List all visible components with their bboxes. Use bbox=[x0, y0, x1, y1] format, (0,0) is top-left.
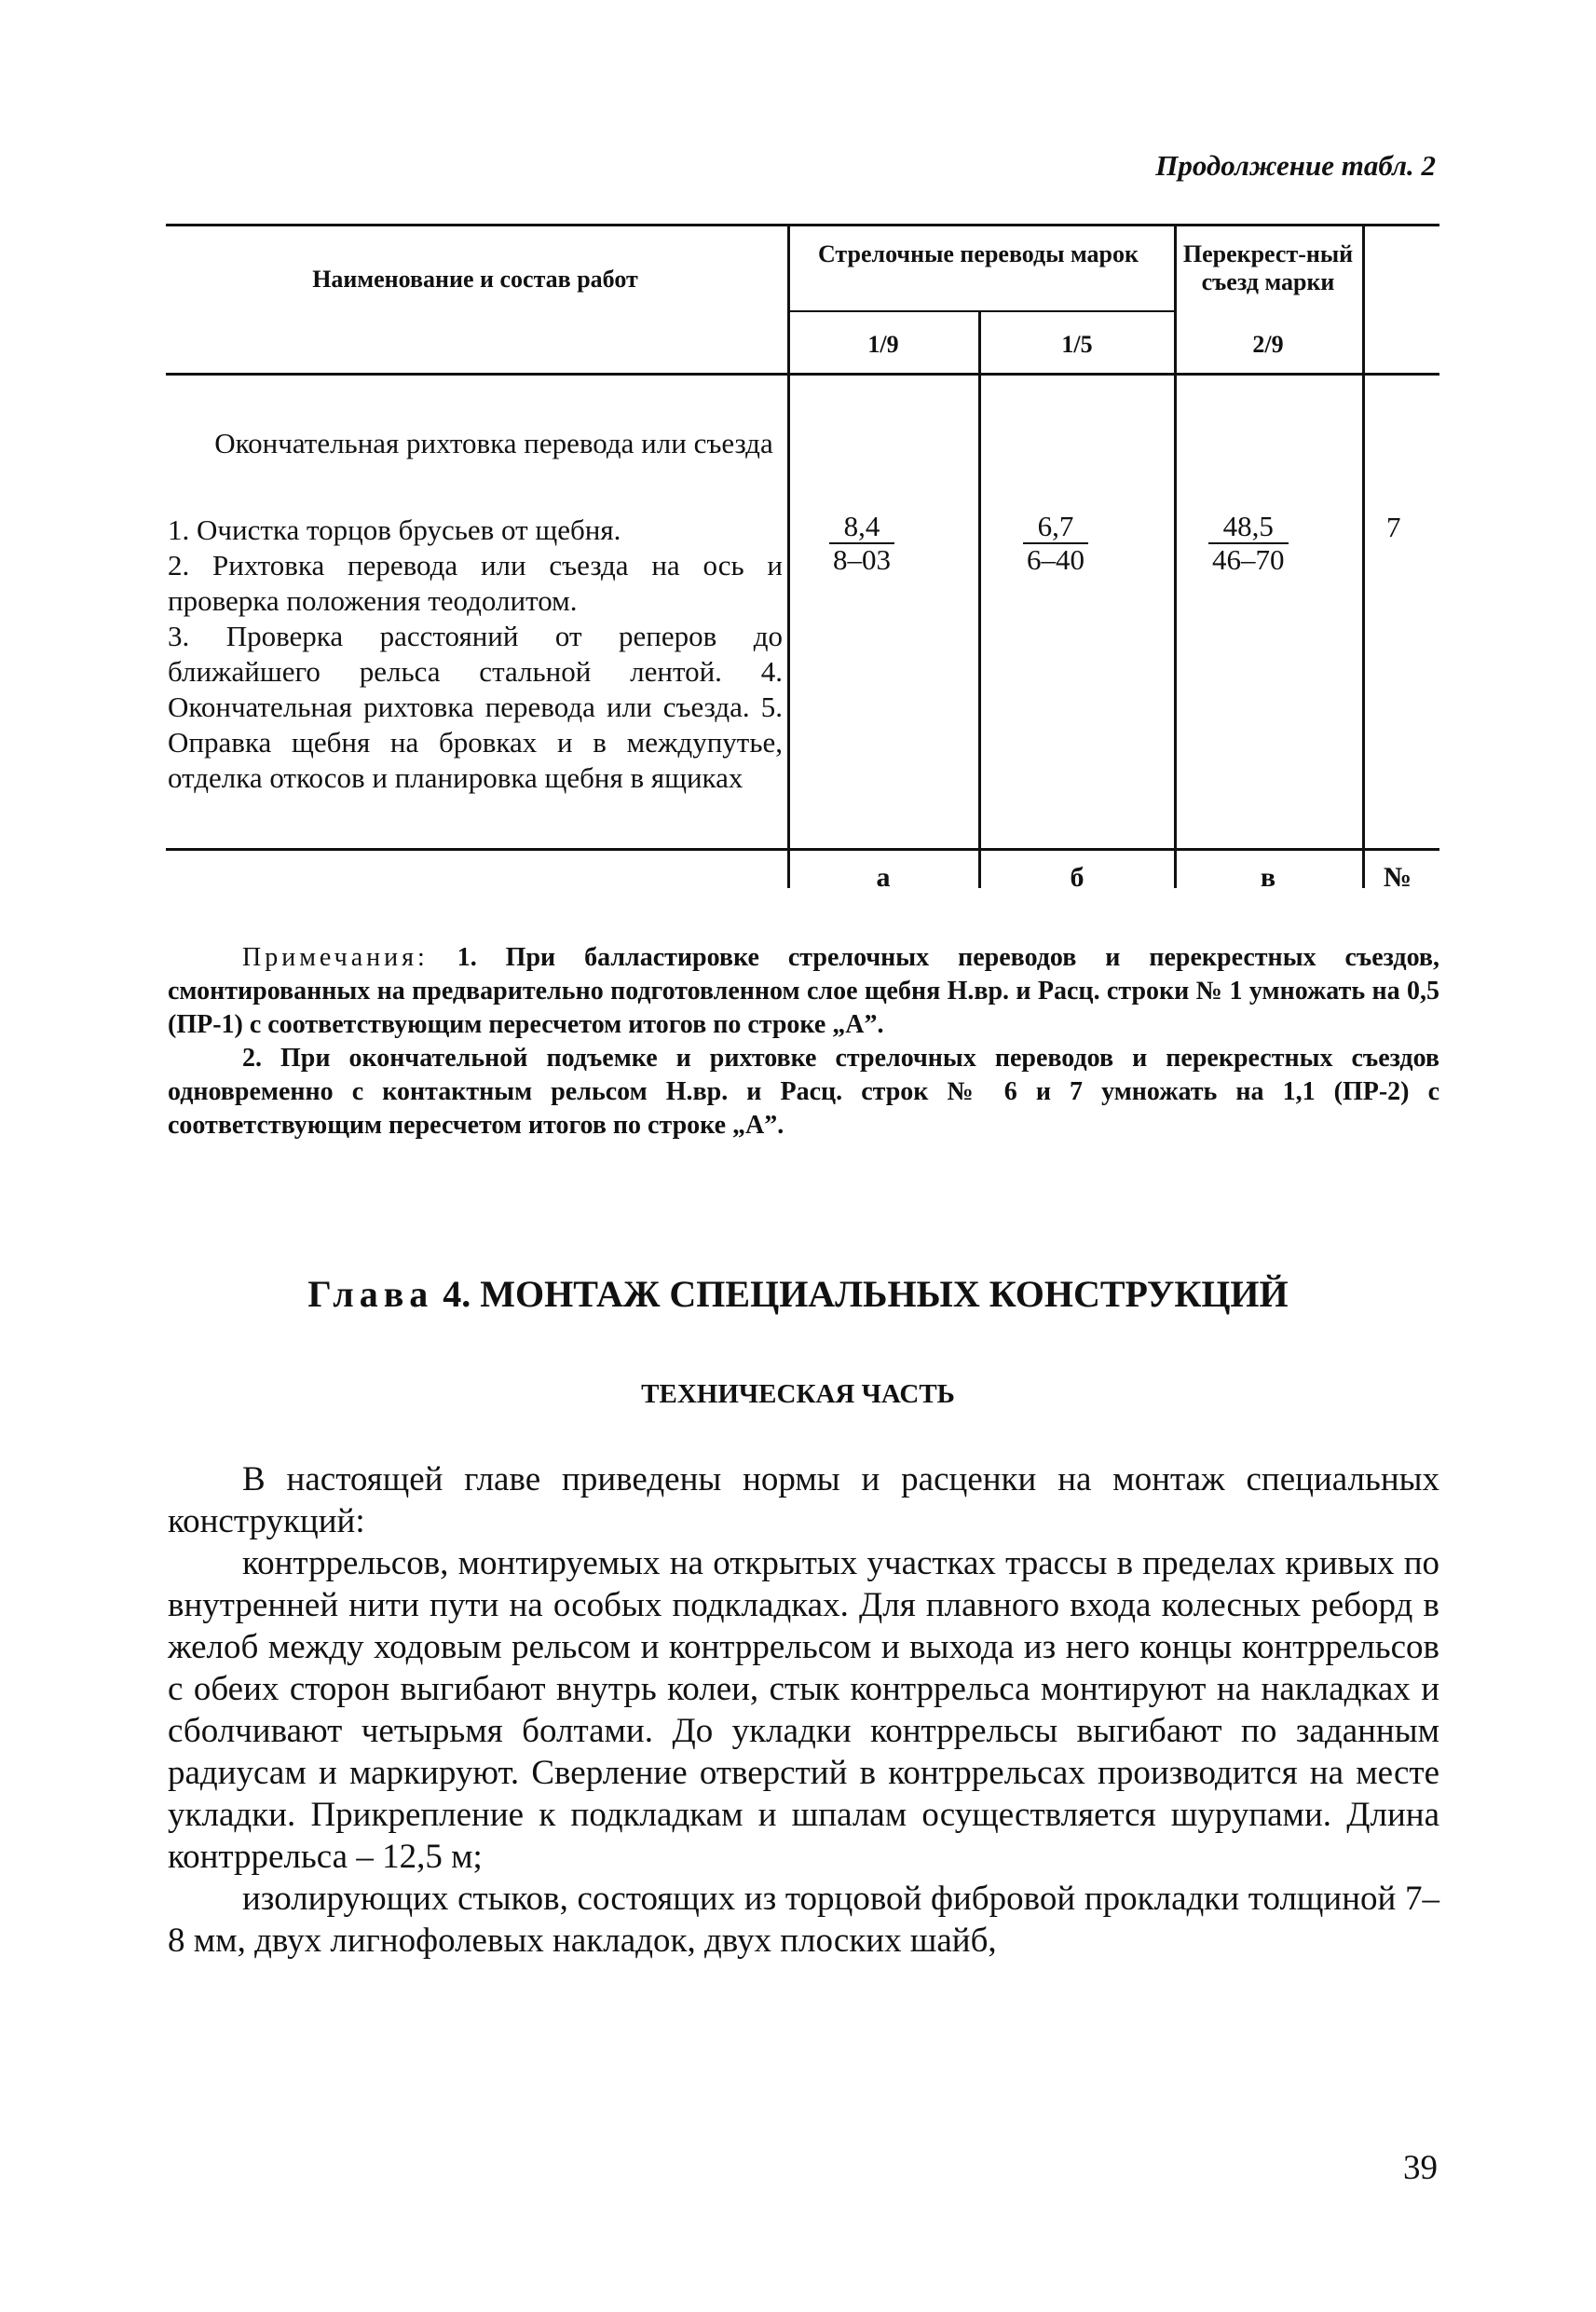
col-label-no: № bbox=[1383, 862, 1412, 893]
table-col-line bbox=[1362, 224, 1365, 888]
note-1-text: 1. При балластировке стрелочных переводов и перекрестных съездов, смонтированных на предварительно подготовленном слое щебня Н.вр. и Расц. строки № 1 умножать на 0,5 (ПР-1) с соответствующим пересчетом итогов по строке „А”. bbox=[168, 943, 1439, 1039]
paragraph: контррельсов, монтируемых на открытых участках трассы в пределах кривых по внутренней нити пути на особых подкладках. Для плавного входа колесных реборд в желоб между ходовым рельсом и контррельсом и выхода из него концы контррельсов с обеих сторон выгибают внутрь колеи, стык контррельса монтируют на накладках и сболчивают четырьмя болтами. До укладки контррельсы выгибают по заданным радиусам и маркируют. Сверление отверстий в контррельсах производится на месте укладки. Прикрепление к подкладкам и шпалам осуществляется шурупами. Длина контррельса – 12,5 м; bbox=[168, 1544, 1439, 1876]
table-col-line bbox=[978, 310, 981, 888]
norm-time: 48,5 bbox=[1222, 510, 1274, 542]
table-header-rule bbox=[166, 373, 1439, 376]
rate: 46–70 bbox=[1208, 542, 1289, 576]
header-switch-2: 1/5 bbox=[1061, 331, 1093, 358]
table-bottom-rule bbox=[166, 848, 1439, 851]
value-switch-1 bbox=[829, 511, 894, 576]
work-item: 1. Очистка торцов брусьев от щебня. bbox=[168, 513, 621, 546]
note-1 bbox=[168, 941, 1439, 1042]
header-switch-1: 1/9 bbox=[867, 331, 899, 358]
paragraph: изолирующих стыков, состоящих из торцовой фибровой прокладки толщиной 7–8 мм, двух лигнофолевых накладок, двух плоских шайб, bbox=[168, 1880, 1439, 1960]
body-text bbox=[168, 1458, 1439, 1962]
table-caption: Продолжение табл. 2 bbox=[1155, 149, 1436, 182]
rate: 8–03 bbox=[829, 542, 894, 576]
value-crossover bbox=[1208, 511, 1289, 576]
col-label-a: а bbox=[876, 862, 891, 893]
notes-label: Примечания: bbox=[242, 943, 429, 972]
work-item: 2. Рихтовка перевода или съезда на ось и проверка положения теодолитом. bbox=[168, 549, 783, 617]
header-switches: Стрелочные переводы марок bbox=[818, 240, 1139, 267]
paragraph: В настоящей главе приведены нормы и расценки на монтаж специальных конструкций: bbox=[168, 1460, 1439, 1540]
row-ref-number: 7 bbox=[1386, 511, 1401, 543]
value-switch-2 bbox=[1023, 511, 1088, 576]
header-crossover-mark: 2/9 bbox=[1252, 331, 1284, 358]
table-col-line bbox=[1174, 224, 1177, 888]
table-col-line bbox=[787, 224, 790, 888]
section-subheading: ТЕХНИЧЕСКАЯ ЧАСТЬ bbox=[641, 1379, 955, 1409]
chapter-label: Глава bbox=[307, 1273, 434, 1315]
note-2: 2. При окончательной подъемке и рихтовке стрелочных переводов и перекрестных съездов одновременно с контактным рельсом Н.вр. и Расц. строк № 6 и 7 умножать на 1,1 (ПР-2) с соответствующим пересчетом итогов по строке „А”. bbox=[168, 1044, 1439, 1140]
norm-time: 6,7 bbox=[1037, 510, 1074, 542]
rate: 6–40 bbox=[1023, 542, 1088, 576]
chapter-heading bbox=[0, 1272, 1596, 1316]
col-label-b: б bbox=[1070, 862, 1084, 893]
col-label-v: в bbox=[1260, 862, 1276, 893]
page-number: 39 bbox=[1403, 2149, 1438, 2187]
work-item: 3. Проверка расстояний от реперов до ближайшего рельса стальной лентой. 4. Окончательная рихтовка перевода или съезда. 5. Оправка щебня на бровках и в междупутье, отделка откосов и планировка щебня в ящиках bbox=[168, 620, 783, 794]
header-crossover: Перекрест-ный съезд марки bbox=[1182, 240, 1354, 295]
work-title: Окончательная рихтовка перевода или съезда bbox=[214, 427, 773, 459]
notes bbox=[168, 941, 1439, 1142]
table-top-rule bbox=[166, 224, 1439, 226]
header-name: Наименование и состав работ bbox=[312, 266, 638, 293]
work-items bbox=[168, 513, 783, 796]
chapter-title: 4. МОНТАЖ СПЕЦИАЛЬНЫХ КОНСТРУКЦИЙ bbox=[443, 1273, 1289, 1315]
norm-time: 8,4 bbox=[843, 510, 880, 542]
